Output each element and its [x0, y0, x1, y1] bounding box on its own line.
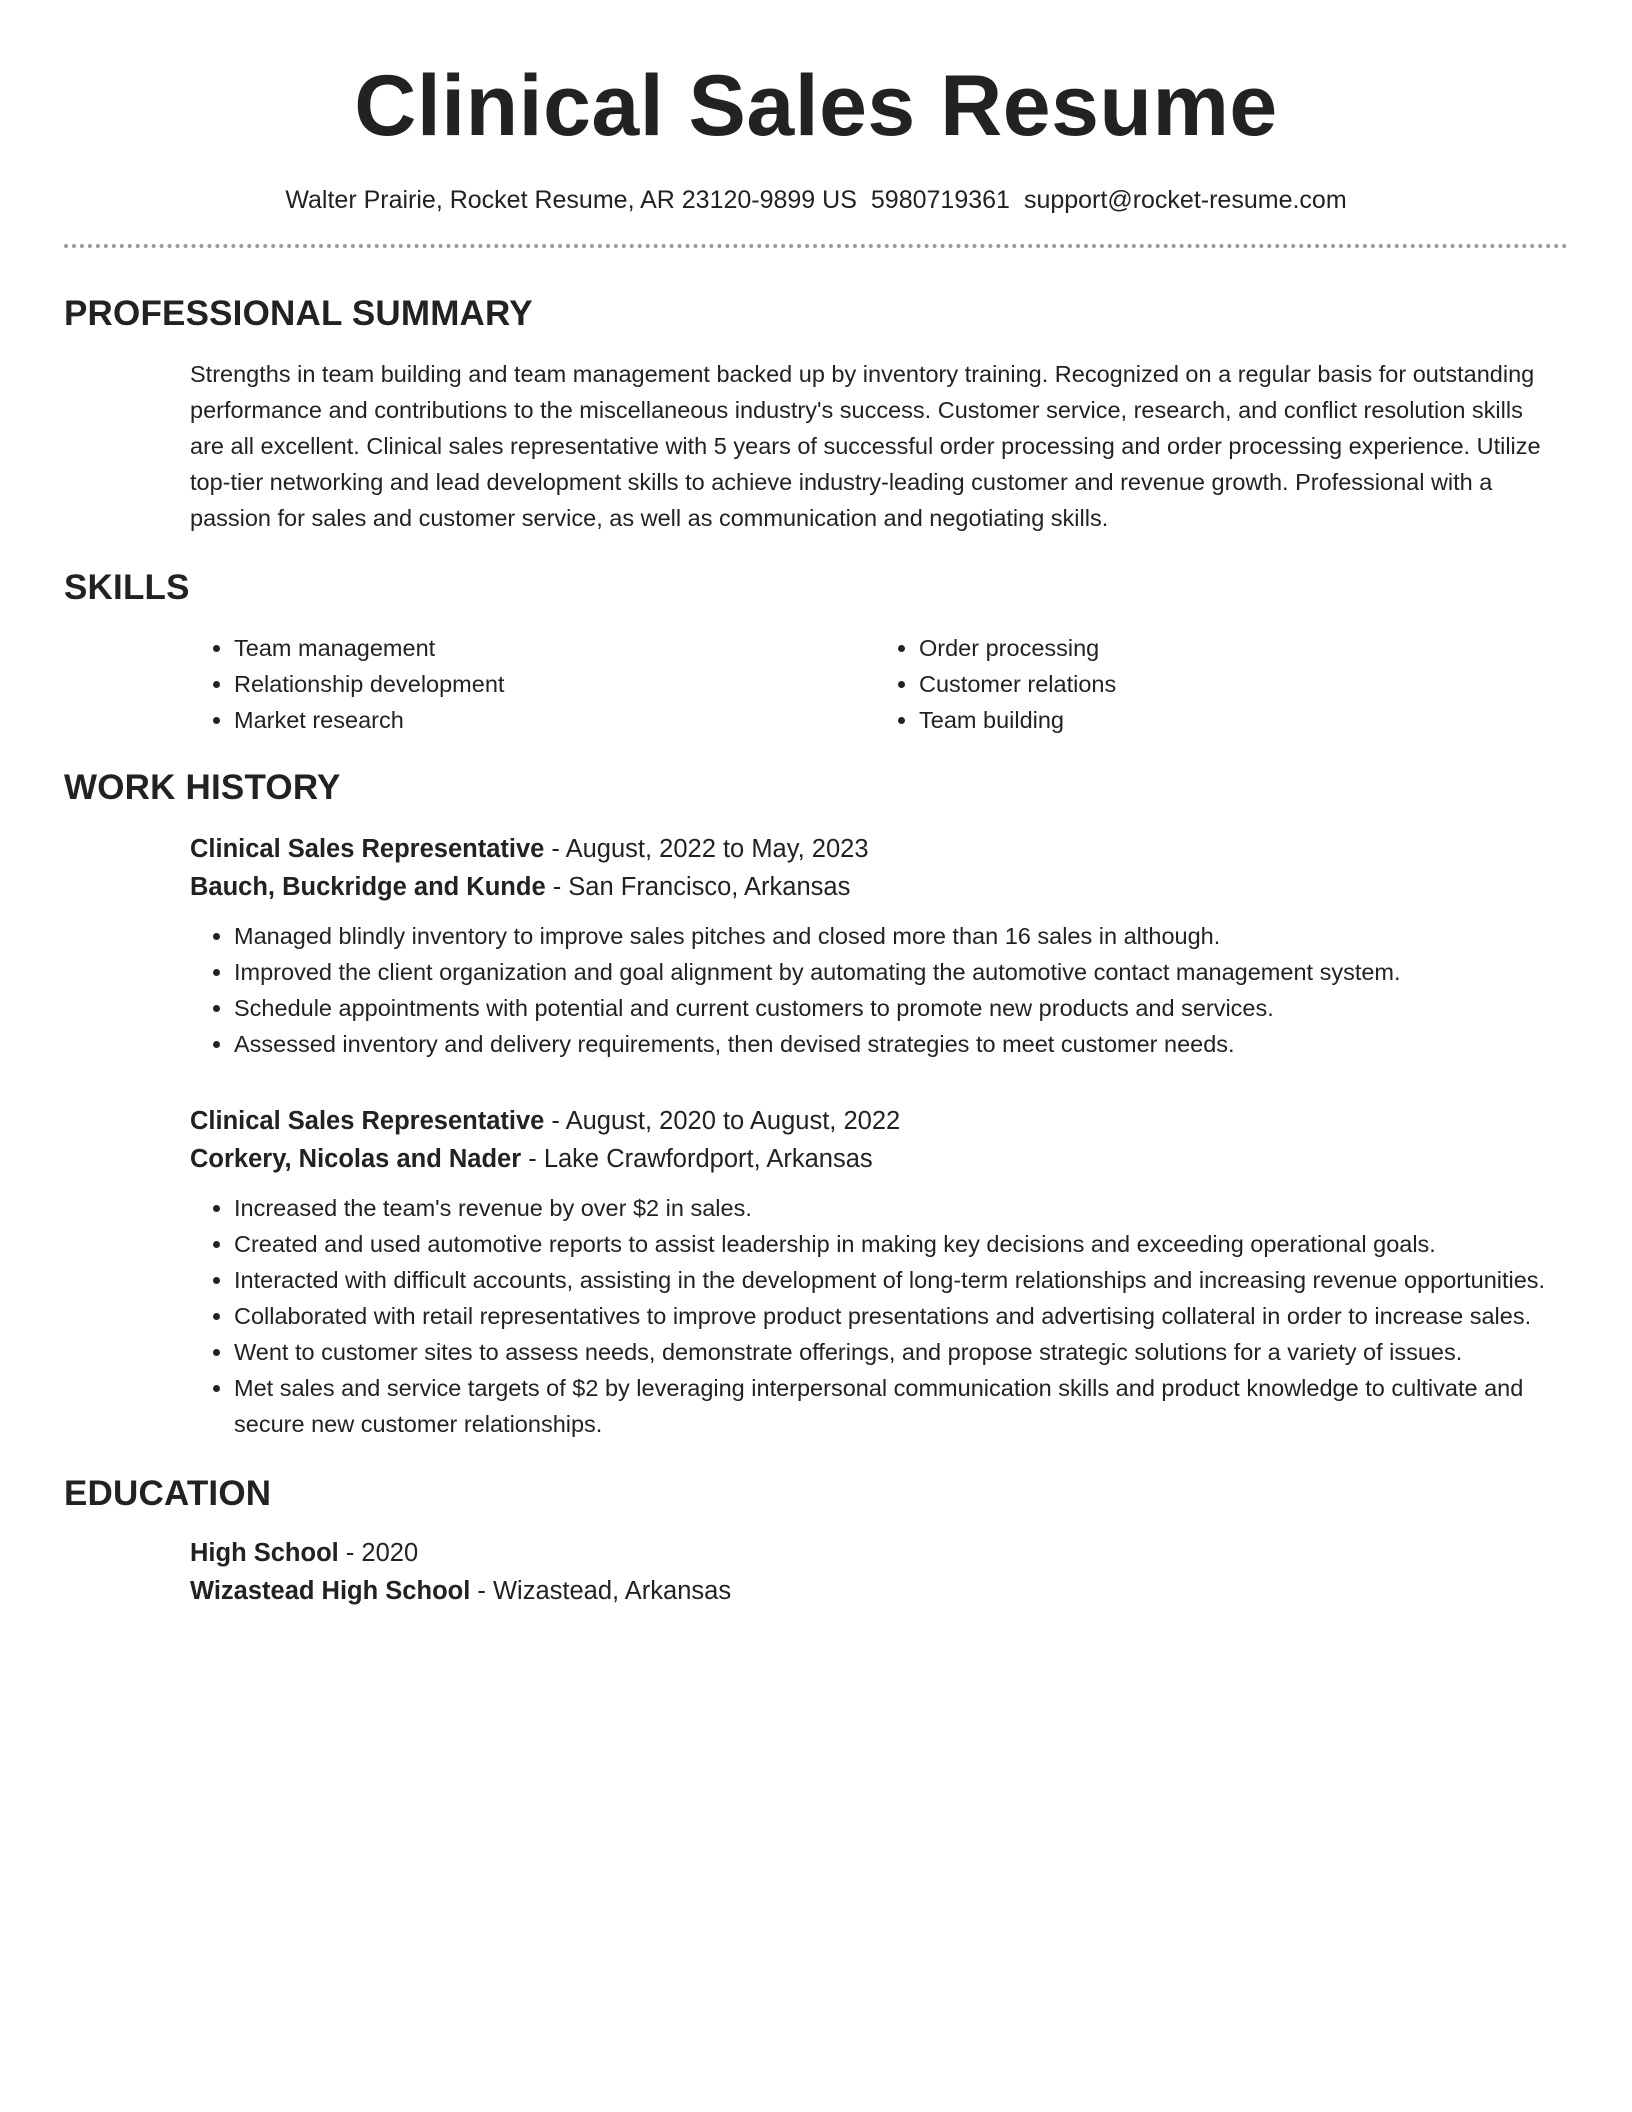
summary-text: Strengths in team building and team management backed up by inventory training. Recognized on a regular basis for outstanding performance and contributions to the miscellaneous industry's success. Customer service, research, and conflict resolution skills are all excellent. Clinical sales representative with 5 years of successful order processing and order processing experience. Utilize top-tier networking and lead development skills to achieve industry-leading customer and revenue growth. Professional with a passion for sales and customer service, as well as communication and negotiating skills.	[190, 361, 1541, 531]
work-history-section	[64, 766, 1568, 1442]
skill-item: • Team management	[234, 630, 875, 666]
education-year: - 2020	[338, 1539, 419, 1567]
job-bullet: • Assessed inventory and delivery requirements, then devised strategies to meet customer needs.	[234, 1026, 1560, 1062]
education-school-line	[190, 1572, 1560, 1610]
skills-heading: SKILLS	[64, 568, 190, 607]
summary-heading: PROFESSIONAL SUMMARY	[64, 294, 533, 333]
job-entry	[190, 1102, 1560, 1442]
job-company-line	[190, 868, 1560, 906]
job-company: Corkery, Nicolas and Nader	[190, 1145, 522, 1173]
job-company-line	[190, 1140, 1560, 1178]
skill-item: • Order processing	[919, 630, 1560, 666]
skill-item: • Market research	[234, 702, 875, 738]
job-bullet: • Met sales and service targets of $2 by leveraging interpersonal communication skills and product knowledge to cultivate and secure new customer relationships.	[234, 1370, 1560, 1442]
job-title: Clinical Sales Representative	[190, 835, 545, 863]
contact-address: Walter Prairie, Rocket Resume, AR 23120-9899 US	[285, 186, 857, 214]
job-location: - Lake Crawfordport, Arkansas	[521, 1145, 873, 1173]
education-heading: EDUCATION	[64, 1474, 272, 1513]
job-bullet: • Schedule appointments with potential and current customers to promote new products and services.	[234, 990, 1560, 1026]
job-title-line	[190, 1102, 1560, 1140]
skills-right-column	[875, 630, 1560, 738]
job-entry	[190, 830, 1560, 1062]
job-title-line	[190, 830, 1560, 868]
education-degree-line	[190, 1534, 1560, 1572]
job-title: Clinical Sales Representative	[190, 1107, 545, 1135]
skills-grid	[190, 630, 1560, 738]
summary-section	[64, 292, 1568, 536]
resume-page	[64, 0, 1568, 1610]
resume-title: Clinical Sales Resume	[354, 58, 1278, 154]
job-bullets	[190, 918, 1560, 1062]
job-bullet: • Improved the client organization and goal alignment by automating the automotive contact management system.	[234, 954, 1560, 990]
job-bullets	[190, 1190, 1560, 1442]
education-entry	[190, 1534, 1560, 1610]
job-bullet: • Managed blindly inventory to improve sales pitches and closed more than 16 sales in although.	[234, 918, 1560, 954]
skill-item: • Customer relations	[919, 666, 1560, 702]
header-divider	[64, 244, 1568, 248]
education-location: - Wizastead, Arkansas	[470, 1577, 732, 1605]
education-degree: High School	[190, 1539, 339, 1567]
job-bullet: • Increased the team's revenue by over $2 in sales.	[234, 1190, 1560, 1226]
job-bullet: • Created and used automotive reports to assist leadership in making key decisions and exceeding operational goals.	[234, 1226, 1560, 1262]
contact-email: support@rocket-resume.com	[1023, 186, 1347, 214]
job-bullet: • Interacted with difficult accounts, assisting in the development of long-term relationships and increasing revenue opportunities.	[234, 1262, 1560, 1298]
job-bullet: • Collaborated with retail representatives to improve product presentations and advertising collateral in order to increase sales.	[234, 1298, 1560, 1334]
job-bullet: • Went to customer sites to assess needs, demonstrate offerings, and propose strategic solutions for a variety of issues.	[234, 1334, 1560, 1370]
job-location: - San Francisco, Arkansas	[545, 873, 851, 901]
education-section	[64, 1472, 1568, 1610]
contact-phone: 5980719361	[870, 186, 1010, 214]
contact-info	[64, 184, 1568, 216]
work-history-heading: WORK HISTORY	[64, 768, 341, 807]
education-school: Wizastead High School	[190, 1577, 471, 1605]
skills-left-column	[190, 630, 875, 738]
job-dates: - August, 2022 to May, 2023	[544, 835, 869, 863]
skill-item: • Relationship development	[234, 666, 875, 702]
job-dates: - August, 2020 to August, 2022	[544, 1107, 901, 1135]
skill-item: • Team building	[919, 702, 1560, 738]
skills-section	[64, 566, 1568, 738]
job-company: Bauch, Buckridge and Kunde	[190, 873, 546, 901]
